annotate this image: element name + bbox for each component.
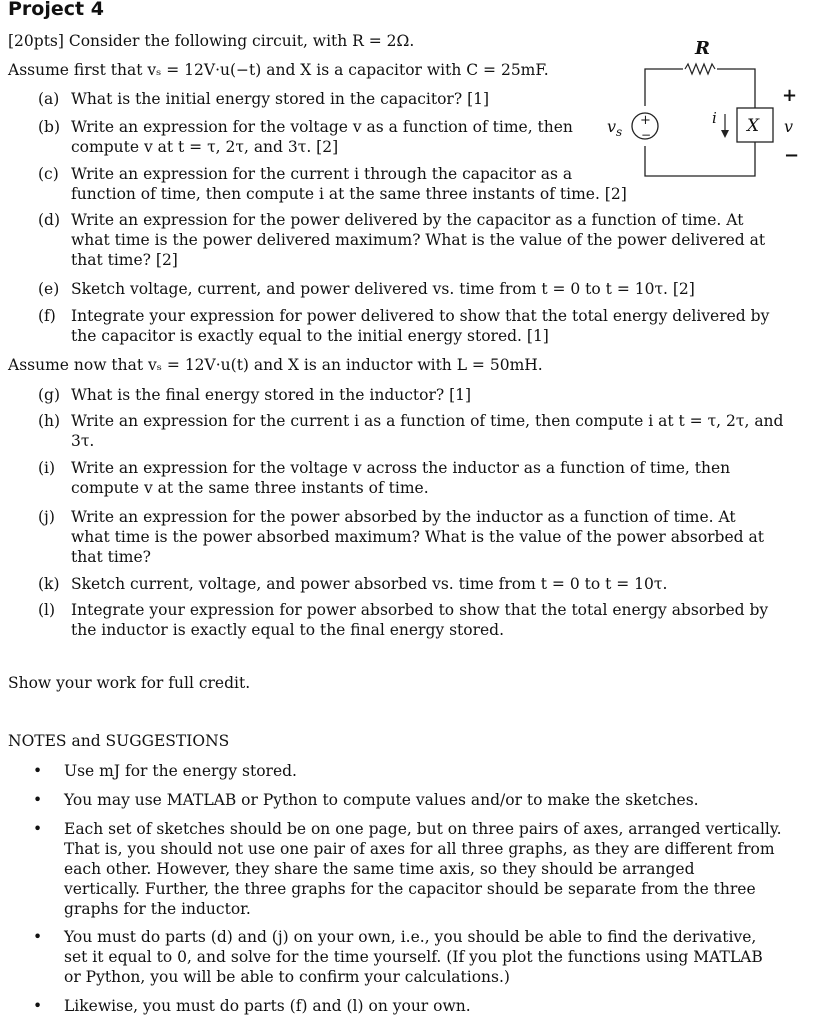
part-text: compute v at the same three instants of time. xyxy=(71,479,429,497)
part-text: Integrate your expression for power delivered to show that the total energy delivered by xyxy=(71,307,770,325)
part-text: 3τ. xyxy=(71,432,95,450)
source-label: $v_s$ xyxy=(607,117,623,139)
part-text: Write an expression for the current i as a function of time, then compute i at t = τ, 2τ, and xyxy=(71,412,784,430)
part-label: (a) xyxy=(38,90,60,108)
note-text: vertically. Further, the three graphs for the capacitor should be separate from the three xyxy=(64,880,756,898)
notes-heading: NOTES and SUGGESTIONS xyxy=(8,732,230,750)
intro-text: [20pts] Consider the following circuit, with R = 2Ω. xyxy=(8,32,415,50)
assume-capacitor-text: Assume first that vₛ = 12V·u(−t) and X is a capacitor with C = 25mF. xyxy=(8,61,549,79)
part-text: Write an expression for the power absorbed by the inductor as a function of time. At xyxy=(71,508,736,526)
part-label: (i) xyxy=(38,459,56,477)
part-text: What is the final energy stored in the inductor? [1] xyxy=(71,386,472,404)
bullet-icon: • xyxy=(33,762,43,780)
part-text: compute v at t = τ, 2τ, and 3τ. [2] xyxy=(71,138,339,156)
note-text: each other. However, they share the same time axis, so they should be arranged xyxy=(64,860,695,878)
note-text: Likewise, you must do parts (f) and (l) on your own. xyxy=(64,997,471,1015)
show-work-text: Show your work for full credit. xyxy=(8,674,251,692)
part-text: the capacitor is exactly equal to the initial energy stored. [1] xyxy=(71,327,549,345)
circuit-diagram xyxy=(595,28,815,188)
bullet-icon: • xyxy=(33,997,43,1015)
note-text: You must do parts (d) and (j) on your own, i.e., you should be able to find the derivative, xyxy=(64,928,757,946)
part-label: (g) xyxy=(38,386,61,404)
part-text: Sketch current, voltage, and power absorbed vs. time from t = 0 to t = 10τ. xyxy=(71,575,668,593)
part-text: Write an expression for the voltage v as a function of time, then xyxy=(71,118,573,136)
part-label: (j) xyxy=(38,508,55,526)
part-text: the inductor is exactly equal to the final energy stored. xyxy=(71,621,505,639)
part-text: Integrate your expression for power absorbed to show that the total energy absorbed by xyxy=(71,601,769,619)
part-label: (k) xyxy=(38,575,60,593)
part-label: (d) xyxy=(38,211,61,229)
part-text: Write an expression for the power delivered by the capacitor as a function of time. At xyxy=(71,211,744,229)
part-label: (h) xyxy=(38,412,61,430)
voltage-plus: + xyxy=(782,85,798,106)
bottom-wire xyxy=(645,142,755,176)
part-label: (c) xyxy=(38,165,59,183)
part-label: (l) xyxy=(38,601,56,619)
part-label: (f) xyxy=(38,307,56,325)
note-text: Each set of sketches should be on one page, but on three pairs of axes, arranged vertically. xyxy=(64,820,782,838)
source-plus: + xyxy=(640,113,651,128)
resistor-label: R xyxy=(695,38,710,59)
part-text: that time? xyxy=(71,548,151,566)
part-text: that time? [2] xyxy=(71,251,178,269)
page-title: Project 4 xyxy=(8,0,104,20)
bullet-icon: • xyxy=(33,820,43,838)
bullet-icon: • xyxy=(33,791,43,809)
part-text: what time is the power absorbed maximum? What is the value of the power absorbed at xyxy=(71,528,764,546)
part-text: what time is the power delivered maximum? What is the value of the power delivered at xyxy=(71,231,766,249)
note-text: or Python, you will be able to confirm your calculations.) xyxy=(64,968,510,986)
element-label: X xyxy=(747,116,760,136)
part-text: function of time, then compute i at the same three instants of time. [2] xyxy=(71,185,627,203)
note-text: set it equal to 0, and solve for the time yourself. (If you plot the functions using MATLAB xyxy=(64,948,763,966)
part-label: (e) xyxy=(38,280,60,298)
current-label: i xyxy=(712,109,717,127)
voltage-minus: − xyxy=(784,145,800,166)
part-text: What is the initial energy stored in the capacitor? [1] xyxy=(71,90,490,108)
note-text: Use mJ for the energy stored. xyxy=(64,762,297,780)
note-text: That is, you should not use one pair of axes for all three graphs, as they are different from xyxy=(64,840,775,858)
note-text: graphs for the inductor. xyxy=(64,900,251,918)
source-minus: − xyxy=(641,128,652,142)
part-text: Sketch voltage, current, and power delivered vs. time from t = 0 to t = 10τ. [2] xyxy=(71,280,695,298)
part-label: (b) xyxy=(38,118,61,136)
bullet-icon: • xyxy=(33,928,43,946)
note-text: You may use MATLAB or Python to compute values and/or to make the sketches. xyxy=(64,791,699,809)
part-text: Write an expression for the current i through the capacitor as a xyxy=(71,165,573,183)
part-text: Write an expression for the voltage v across the inductor as a function of time, then xyxy=(71,459,731,477)
assume-inductor-text: Assume now that vₛ = 12V·u(t) and X is an inductor with L = 50mH. xyxy=(8,356,543,374)
voltage-label: v xyxy=(784,117,794,136)
